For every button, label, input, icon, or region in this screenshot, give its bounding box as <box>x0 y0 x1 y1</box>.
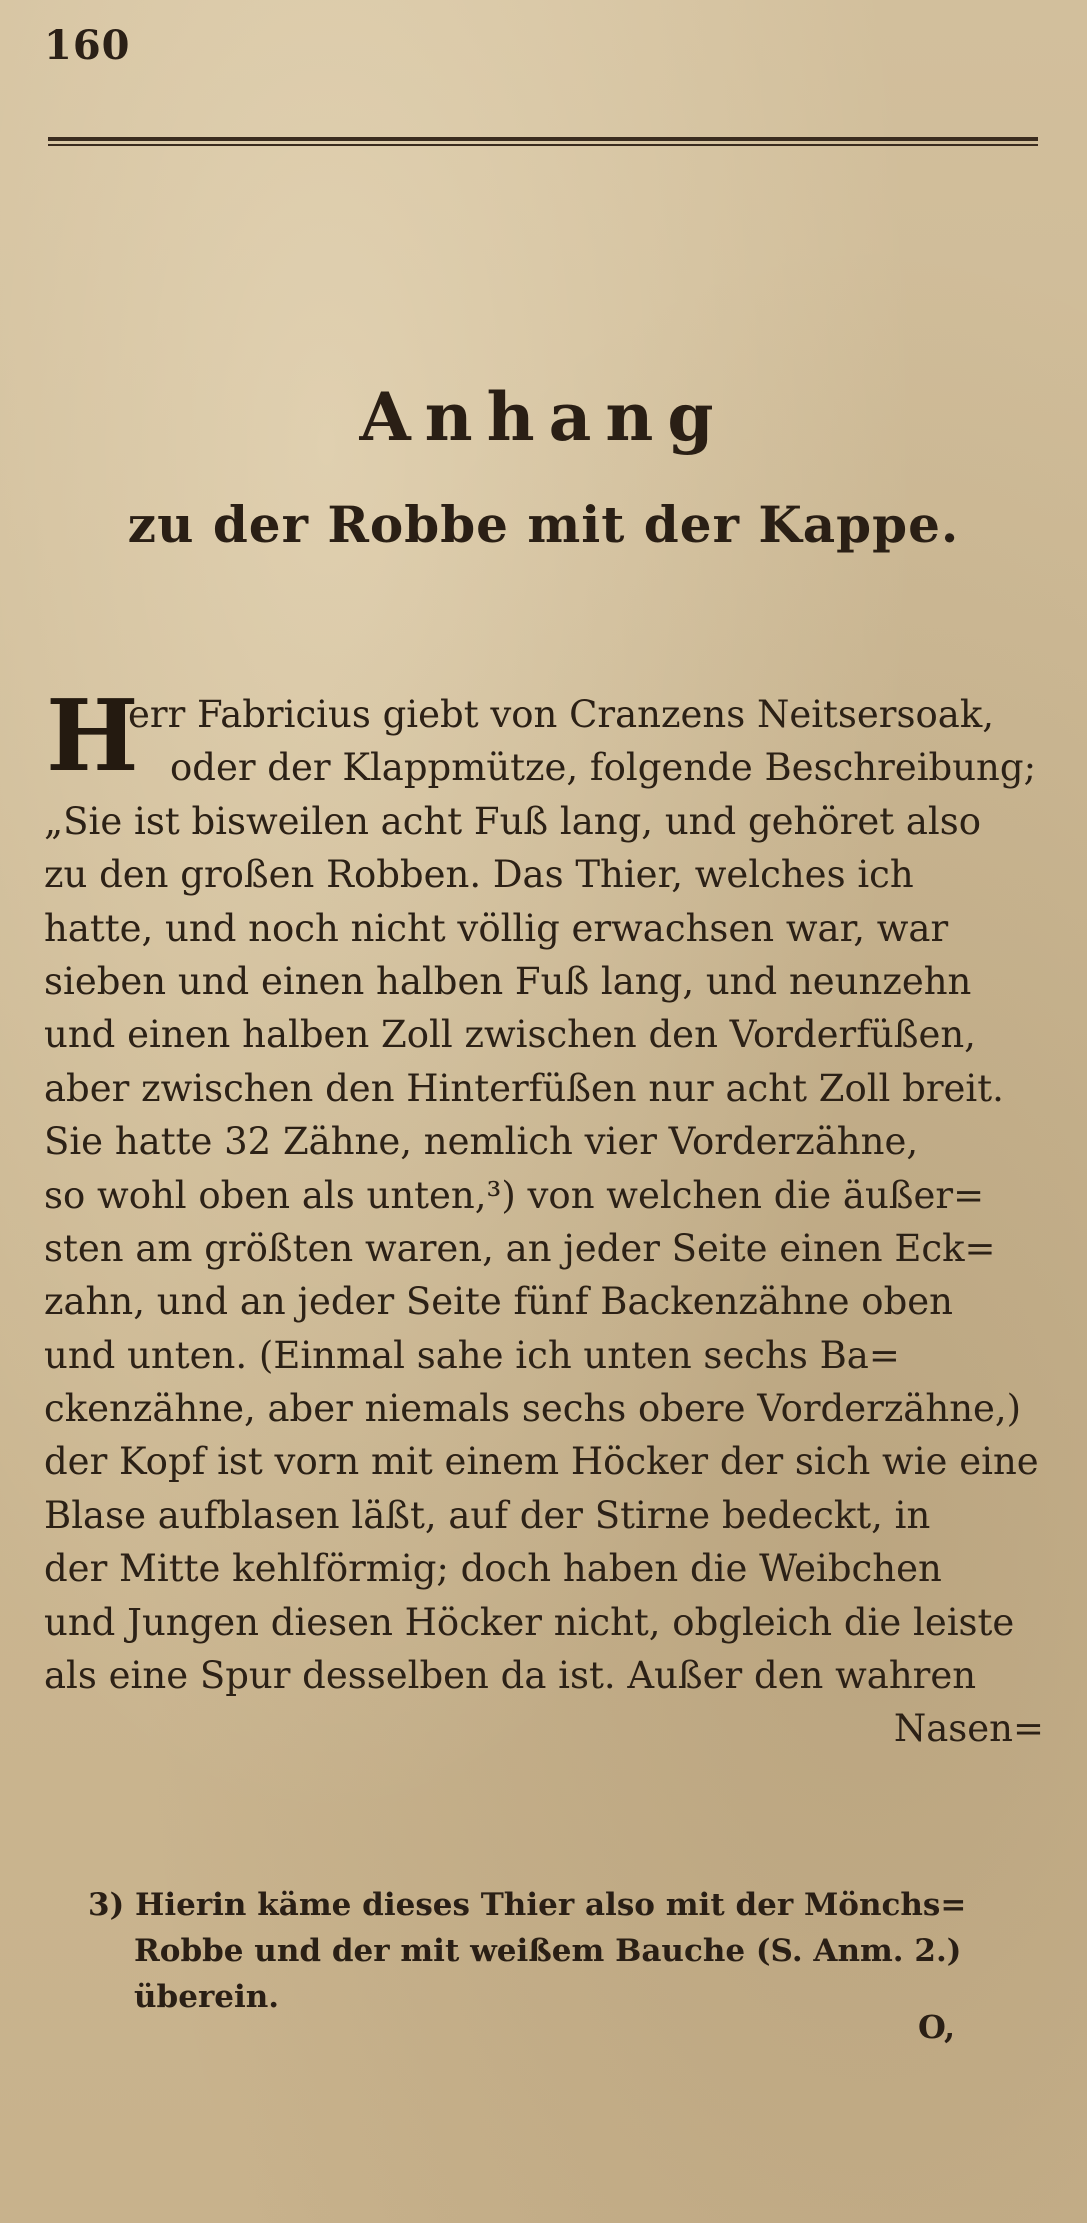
body-line: „Sie ist bisweilen acht Fuß lang, und gehöret also <box>44 799 981 843</box>
section-title: Anhang <box>359 378 728 456</box>
body-text <box>44 679 1074 1756</box>
body-line: oder der Klappmütze, folgende Beschreibung; <box>170 746 1037 790</box>
header-rule-thick <box>48 137 1038 141</box>
body-line: Blase aufblasen läßt, auf der Stirne bedeckt, in <box>44 1493 931 1537</box>
body-line-catch: Nasen= <box>893 1707 1044 1751</box>
footnote-line: Robbe und der mit weißem Bauche (S. Anm. 2.) <box>134 1933 962 1969</box>
footnote-line: überein. <box>134 1979 280 2015</box>
signature-mark: O, <box>918 2008 956 2046</box>
body-line: und Jungen diesen Höcker nicht, obgleich die leiste <box>44 1600 1015 1644</box>
footnote-line: 3) Hierin käme dieses Thier also mit der Mönchs= <box>88 1887 967 1923</box>
header-rule <box>48 137 1038 149</box>
body-line: zahn, und an jeder Seite fünf Backenzähne oben <box>44 1280 953 1324</box>
page-number: 160 <box>44 22 131 69</box>
body-line: aber zwischen den Hinterfüßen nur acht Zoll breit. <box>44 1066 1004 1110</box>
body-line: err Fabricius giebt von Cranzens Neitsersoak, <box>128 693 994 736</box>
body-line: der Kopf ist vorn mit einem Höcker der sich wie eine <box>44 1440 1039 1484</box>
body-line: und einen halben Zoll zwischen den Vorderfüßen, <box>44 1013 976 1057</box>
body-line: hatte, und noch nicht völlig erwachsen war, war <box>44 906 949 950</box>
body-line: Sie hatte 32 Zähne, nemlich vier Vorderzähne, <box>44 1120 919 1164</box>
section-subtitle: zu der Robbe mit der Kappe. <box>127 495 960 554</box>
drop-cap: H <box>46 679 139 794</box>
body-line: der Mitte kehlförmig; doch haben die Weibchen <box>44 1547 942 1591</box>
body-line: sten am größten waren, an jeder Seite einen Eck= <box>44 1226 996 1270</box>
body-line: ckenzähne, aber niemals sechs obere Vorderzähne,) <box>44 1387 1022 1431</box>
footnote <box>88 1882 1078 2020</box>
body-line: so wohl oben als unten,³) von welchen die äußer= <box>44 1173 985 1217</box>
header-rule-thin <box>48 144 1038 146</box>
body-line: sieben und einen halben Fuß lang, und neunzehn <box>44 959 972 1003</box>
body-line: und unten. (Einmal sahe ich unten sechs Ba= <box>44 1333 900 1377</box>
body-line: als eine Spur desselben da ist. Außer den wahren <box>44 1654 977 1698</box>
body-line: zu den großen Robben. Das Thier, welches ich <box>44 853 914 897</box>
